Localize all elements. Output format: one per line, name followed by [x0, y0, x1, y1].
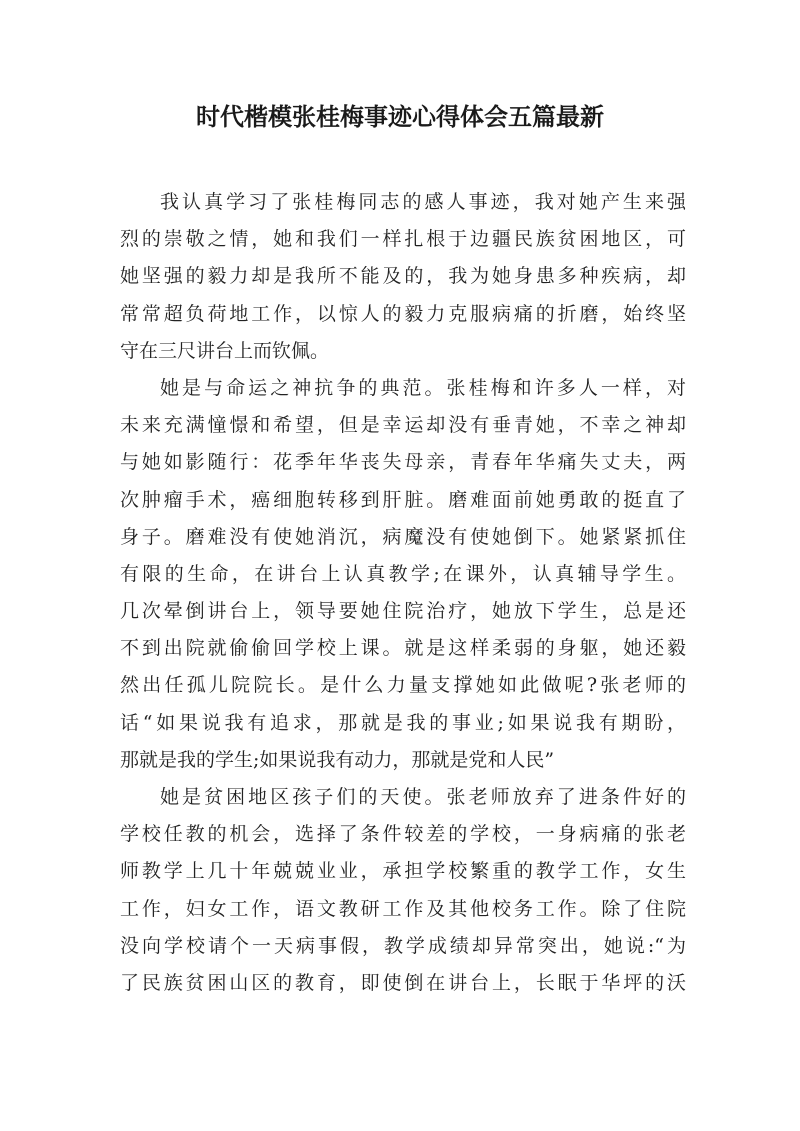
- paragraph-3-line-6: 了民族贫困山区的教育，即使倒在讲台上，长眠于华坪的沃: [120, 971, 686, 994]
- paragraph-3-line-2: 学校任教的机会，选择了条件较差的学校，一身病痛的张老: [120, 823, 686, 846]
- document-body: [120, 184, 686, 1002]
- paragraph-2-line-1: 她是与命运之神抗争的典范。张桂梅和许多人一样，对: [160, 376, 686, 399]
- paragraph-1-line-1: 我认真学习了张桂梅同志的感人事迹，我对她产生来强: [160, 191, 686, 213]
- paragraph-2-line-3: 与她如影随行：花季年华丧失母亲，青春年华痛失丈夫，两: [120, 451, 686, 474]
- document-title: 时代楷模张桂梅事迹心得体会五篇最新: [196, 103, 604, 131]
- paragraph-1-line-5: 守在三尺讲台上而钦佩。: [120, 339, 330, 362]
- paragraph-2-line-2: 未来充满憧憬和希望，但是幸运却没有垂青她，不幸之神却: [120, 414, 686, 437]
- paragraph-2-line-5: 身子。磨难没有使她消沉，病魔没有使她倒下。她紧紧抓住: [120, 525, 686, 548]
- paragraph-2-line-4: 次肿瘤手术，癌细胞转移到肝脏。磨难面前她勇敢的挺直了: [120, 488, 686, 511]
- paragraph-3-line-3: 师教学上几十年兢兢业业，承担学校繁重的教学工作，女生: [120, 860, 686, 883]
- paragraph-2-line-10: 话“如果说我有追求，那就是我的事业;如果说我有期盼，: [120, 711, 686, 734]
- paragraph-3-line-1: 她是贫困地区孩子们的天使。张老师放弃了进条件好的: [160, 786, 686, 808]
- paragraph-2-line-11: 那就是我的学生;如果说我有动力，那就是党和人民”: [120, 748, 555, 771]
- paragraph-3-line-5: 没向学校请个一天病事假，教学成绩却异常突出，她说:“为: [120, 934, 686, 957]
- paragraph-1-line-4: 常常超负荷地工作，以惊人的毅力克服病痛的折磨，始终坚: [120, 302, 686, 325]
- paragraph-2-line-8: 不到出院就偷偷回学校上课。就是这样柔弱的身躯，她还毅: [120, 637, 686, 660]
- paragraph-1-line-2: 烈的崇敬之情，她和我们一样扎根于边疆民族贫困地区，可: [120, 228, 686, 251]
- paragraph-2-line-6: 有限的生命，在讲台上认真教学;在课外，认真辅导学生。: [120, 562, 686, 585]
- paragraph-2-line-9: 然出任孤儿院院长。是什么力量支撑她如此做呢?张老师的: [120, 674, 686, 697]
- paragraph-3-line-4: 工作，妇女工作，语文教研工作及其他校务工作。除了住院: [120, 897, 686, 920]
- paragraph-1-line-3: 她坚强的毅力却是我所不能及的，我为她身患多种疾病，却: [120, 265, 686, 288]
- paragraph-2-line-7: 几次晕倒讲台上，领导要她住院治疗，她放下学生，总是还: [120, 600, 686, 623]
